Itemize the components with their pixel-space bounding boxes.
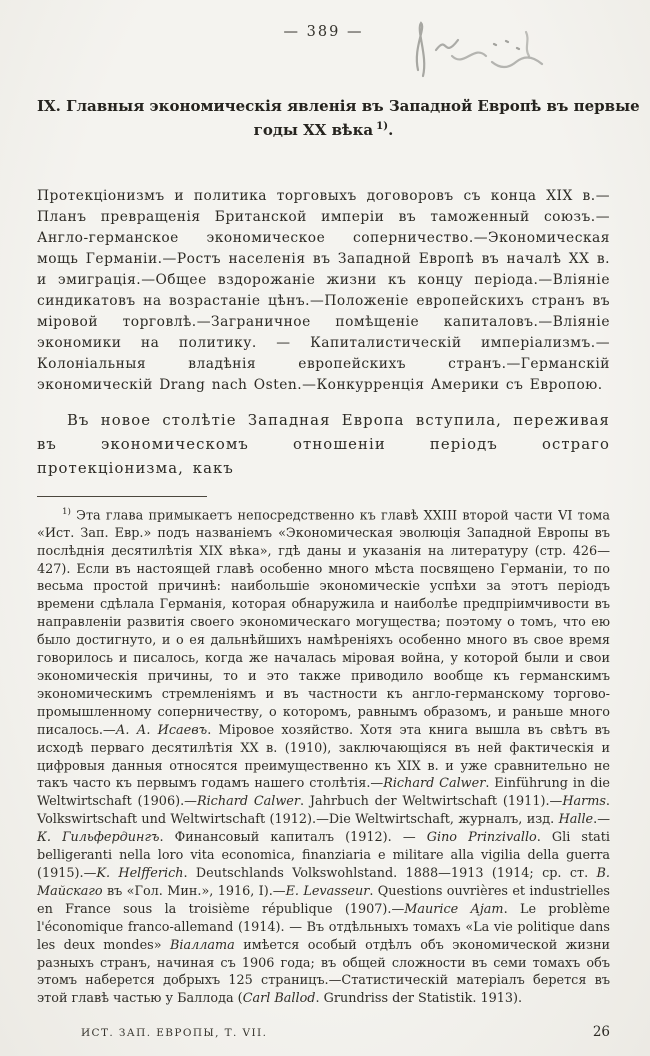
footnote-cited-name: Richard Calwer — [196, 794, 301, 810]
footnote-cited-name: Gino Prinzivallo — [426, 830, 537, 846]
footnote-cited-name: E. Levasseur — [285, 883, 370, 899]
footnote-cited-name: Віаллата — [169, 937, 235, 953]
lead-paragraph: Въ новое столѣтіе Западная Европа вступила, переживая въ экономическомъ отношеніи періодъ остраго протекціонизма, какъ — [37, 411, 610, 477]
footnote-text-run: . Einführung in die Weltwirtschaft (1906).— — [37, 776, 610, 810]
chapter-heading-terminal: . — [388, 121, 394, 139]
footnote-cited-name: А. А. Исаевъ — [115, 722, 208, 738]
footnote-divider — [37, 496, 207, 497]
footnote-cited-name: Carl Ballod — [242, 991, 316, 1007]
chapter-heading-line-2-text: годы XX вѣка — [253, 121, 374, 139]
footnote-text-run: въ «Гол. Мин.», 1916, I).— — [102, 883, 286, 899]
footnote-text-run: . Grundriss der Statistik. 1913). — [315, 991, 523, 1007]
footnote-cited-name: Richard Calwer — [383, 776, 486, 792]
page-footer — [37, 1024, 610, 1040]
chapter-heading — [37, 94, 640, 142]
footnote-text-run: .— — [593, 812, 610, 828]
footnote-body — [37, 508, 610, 1006]
chapter-abstract: Протекціонизмъ и политика торговыхъ договоровъ съ конца XIX в.—Планъ превращенія Британской имперіи въ таможенный союзъ.—Англо-германское экономическое соперничество.—Экономическая мощь Германіи.—Ростъ населенія въ Западной Европѣ въ началѣ XX в. и эмиграція.—Общее вздорожаніе жизни къ концу періода.—Вліяніе синдикатовъ на возрастаніе цѣнъ.—Положеніе европейскихъ странъ въ міровой торговлѣ.—Заграничное помѣщеніе капиталовъ.—Вліяніе экономики на политику. — Капиталистическій имперіализмъ.—Колоніальныя владѣнія европейскихъ странъ.—Германскій экономическій Drang nach Osten.—Конкурренція Америки съ Европою. — [37, 188, 610, 393]
footnote-cited-name: Maurice Ajam — [404, 901, 504, 917]
footnote-text-run: . Финансовый капиталъ (1912). — — [159, 830, 427, 846]
chapter-heading-line-1: IX. Главныя экономическія явленія въ Западной Европѣ въ первые — [37, 97, 640, 115]
footnote-text-run: . Gli stati belligeranti nella loro vita economica, finanziaria e militare alla vigilia della guerra (1915).— — [37, 830, 611, 881]
footnote — [37, 506, 610, 1009]
footnote-text-run: . Deutschlands Volkswohlstand. 1888—1913 (1914; ср. ст. — [183, 865, 597, 881]
footnote-text-run: . Questions ouvrières et industrielles en France sous la troisième république (1907).— — [37, 883, 610, 917]
footnote-text-run: Эта глава примыкаетъ непосредственно къ главѣ XXIII второй части VI тома «Ист. Зап. Евр.» подъ названіемъ «Экономическая эволюція Западной Европы въ послѣднія десятилѣтія XIX вѣка», гдѣ даны и указанія на литературу (стр. 426—427). Если въ настоящей главѣ особенно много мѣста посвящено Германіи, то по весьма простой причинѣ: наибольшіе экономическіе успѣхи за этотъ періодъ времени сдѣлала Германія, которая обнаружила и наиболѣе предпріимчивости въ направленіи развитія своего экономическаго могущества; поэтому о томъ, что ею было достигнуто, и о ея дальнѣйшихъ намѣреніяхъ особенно много въ свое время говорилось и писалось, когда же началась міровая война, у которой были и свои экономическія причины, то и это также приводило вообще къ германскимъ экономическимъ стремленіямъ и въ частности къ англо-германскому торгово-промышленному соперничеству, о которомъ, равнымъ образомъ, и раньше много писалось.— — [37, 507, 610, 738]
footnote-text-run: . Le problème l'économique franco-allemand (1914). — Въ отдѣльныхъ томахъ «La vie politique dans les deux mondes» — [37, 901, 610, 953]
chapter-heading-line-2 — [37, 118, 610, 142]
footnote-cited-name: Halle — [558, 812, 594, 828]
footnote-reference-mark: 1) — [376, 120, 389, 132]
footnote-cited-name: Harms — [562, 794, 606, 810]
footnote-cited-name: В. Майскаго — [37, 865, 610, 899]
volume-imprint: ИСТ. ЗАП. ЕВРОПЫ, Т. VII. — [81, 1027, 268, 1039]
footnote-cited-name: K. Helfferich — [96, 865, 184, 881]
footnote-text-run: . Міровое хозяйство. Хотя эта книга вышла въ свѣтъ въ исходѣ перваго десятилѣтія XX в. (1910), заключающіяся въ ней фактическія и цифровыя данныя относятся преимущественно къ XIX в. и уже сравнительно не такъ часто къ первымъ годамъ нашего столѣтія.— — [37, 722, 610, 792]
footnote-text-run: . Volkswirtschaft und Weltwirtschaft (1912).—Die Weltwirtschaft, журналъ, изд. — [37, 794, 610, 828]
printer-signature: 26 — [592, 1024, 610, 1040]
footnote-text-run: . Jahrbuch der Weltwirtschaft (1911).— — [300, 794, 563, 810]
handwritten-annotation — [398, 14, 558, 94]
footnote-marker: 1) — [62, 506, 71, 517]
footnote-text-run: имѣется особый отдѣлъ объ экономической жизни разныхъ странъ, начиная съ 1906 года; въ общей сложности въ семи томахъ объ этомъ наберется добрыхъ 125 страницъ.—Статистическій матеріалъ берется въ этой главѣ частью у Баллода ( — [37, 937, 611, 1007]
footnote-cited-name: К. Гильфердингъ — [37, 830, 160, 846]
page-number: — 389 — — [283, 24, 364, 40]
